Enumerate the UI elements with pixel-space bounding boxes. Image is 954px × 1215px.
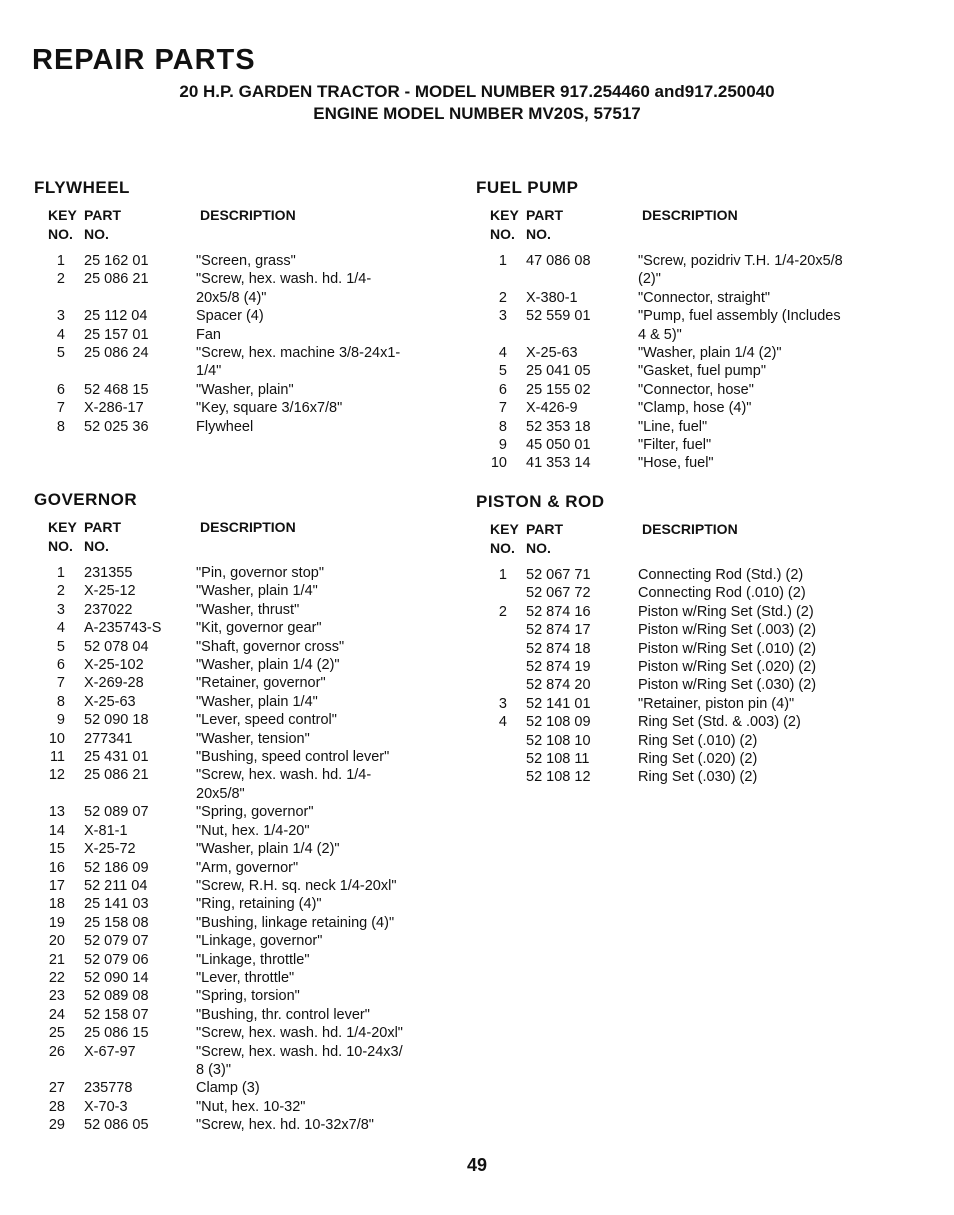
key-no: 27 <box>48 1080 65 1097</box>
table-row <box>34 730 440 748</box>
key-no: 6 <box>498 381 507 398</box>
key-no: 3 <box>498 308 507 325</box>
table-row <box>34 601 440 619</box>
key-no: 21 <box>48 951 65 968</box>
description: Piston w/Ring Set (.010) (2) <box>638 640 817 657</box>
description: "Kit, governor gear" <box>196 620 322 637</box>
part-no: 47 086 08 <box>526 253 591 269</box>
description: "Screen, grass" <box>196 253 296 269</box>
key-no: 5 <box>56 345 65 362</box>
key-no: 1 <box>56 565 65 581</box>
part-no: X-25-72 <box>84 841 136 858</box>
description: "Screw, hex. hd. 10-32x7/8" <box>196 1117 374 1134</box>
key-no: 6 <box>56 381 65 398</box>
table-row <box>476 362 882 380</box>
part-no: 52 025 36 <box>84 418 149 435</box>
key-no: 15 <box>48 841 65 858</box>
description: Ring Set (.030) (2) <box>638 769 758 786</box>
table-row <box>34 674 440 692</box>
part-no: X-25-12 <box>84 583 136 600</box>
description: "Bushing, thr. control lever" <box>196 1006 370 1023</box>
section-title: PISTON & ROD <box>476 492 605 511</box>
description: "Arm, governor" <box>196 859 299 876</box>
description: "Washer, plain" <box>196 381 294 398</box>
key-no: 12 <box>48 767 65 784</box>
key-no: 2 <box>56 583 65 600</box>
engine-subtitle: ENGINE MODEL NUMBER MV20S, 57517 <box>313 104 641 123</box>
table-row <box>476 252 882 289</box>
table-row <box>34 748 440 766</box>
part-no: X-426-9 <box>526 400 578 417</box>
table-row <box>476 750 882 768</box>
part-no: 25 086 24 <box>84 345 149 362</box>
description: "Washer, plain 1/4" <box>196 583 318 600</box>
table-row <box>476 676 882 694</box>
table-row <box>476 454 882 472</box>
table-row <box>34 803 440 821</box>
part-no: 52 211 04 <box>84 877 148 894</box>
part-no: 52 090 14 <box>84 969 149 986</box>
key-no-header: KEY NO. <box>490 521 519 556</box>
key-no: 1 <box>498 253 507 269</box>
key-no: 8 <box>56 418 65 435</box>
part-no: 52 874 19 <box>526 659 591 676</box>
part-no: X-67-97 <box>84 1043 136 1060</box>
key-no <box>476 750 526 768</box>
column-header <box>34 518 440 556</box>
description: "Screw, hex. wash. hd. 1/4- 20x5/8 (4)" <box>196 271 372 306</box>
description-header: DESCRIPTION <box>642 521 738 537</box>
description: "Retainer, governor" <box>196 675 326 692</box>
description: Piston w/Ring Set (.003) (2) <box>638 622 817 639</box>
key-no: 25 <box>48 1025 65 1042</box>
description: "Screw, pozidriv T.H. 1/4-20x5/8 (2)" <box>638 253 843 288</box>
table-row <box>34 638 440 656</box>
description: "Pump, fuel assembly (Includes 4 & 5)" <box>638 308 841 343</box>
table-row <box>34 914 440 932</box>
parts-list <box>476 252 882 473</box>
table-row <box>34 399 440 417</box>
description: "Washer, plain 1/4 (2)" <box>196 841 340 858</box>
description: Piston w/Ring Set (Std.) (2) <box>638 603 814 620</box>
key-no: 19 <box>48 914 65 931</box>
table-row <box>476 307 882 344</box>
column-header <box>476 206 882 244</box>
key-no: 24 <box>48 1006 65 1023</box>
key-no: 3 <box>498 695 507 712</box>
table-row <box>476 603 882 621</box>
part-no: 52 874 16 <box>526 603 591 620</box>
key-no: 9 <box>498 437 507 454</box>
description: "Washer, tension" <box>196 730 310 747</box>
part-no: 52 067 72 <box>526 585 591 602</box>
table-row <box>34 307 440 325</box>
key-no: 7 <box>56 675 65 692</box>
key-no: 7 <box>498 400 507 417</box>
part-no: 25 041 05 <box>526 363 591 380</box>
part-no: 25 162 01 <box>84 253 149 269</box>
table-row <box>34 895 440 913</box>
table-row <box>476 658 882 676</box>
key-no: 7 <box>56 400 65 417</box>
table-row <box>476 566 882 584</box>
section-title: FUEL PUMP <box>476 178 579 197</box>
key-no: 3 <box>56 308 65 325</box>
key-no: 10 <box>48 730 65 747</box>
description: "Linkage, governor" <box>196 933 323 950</box>
part-no: X-25-63 <box>526 345 578 362</box>
description: Ring Set (.010) (2) <box>638 732 758 749</box>
description: "Screw, R.H. sq. neck 1/4-20xl" <box>196 877 397 894</box>
key-no: 4 <box>498 714 507 731</box>
section-title: GOVERNOR <box>34 490 138 509</box>
model-subtitle: 20 H.P. GARDEN TRACTOR - MODEL NUMBER 917.254460 and917.250040 <box>179 82 775 101</box>
table-row <box>476 640 882 658</box>
description: "Bushing, speed control lever" <box>196 749 390 766</box>
part-no: 45 050 01 <box>526 437 591 454</box>
governor-section <box>34 490 440 1135</box>
key-no: 2 <box>56 271 65 288</box>
key-no: 5 <box>56 638 65 655</box>
part-no: 52 874 18 <box>526 640 591 657</box>
description: "Hose, fuel" <box>638 455 714 472</box>
description: "Screw, hex. wash. hd. 10-24x3/ 8 (3)" <box>196 1043 403 1078</box>
part-no: 25 086 21 <box>84 271 149 288</box>
description: "Washer, plain 1/4 (2)" <box>196 657 340 674</box>
part-no: 52 090 18 <box>84 712 149 729</box>
part-no: X-70-3 <box>84 1098 128 1115</box>
key-no: 20 <box>48 933 65 950</box>
description: "Connector, hose" <box>638 381 754 398</box>
part-no: 25 086 15 <box>84 1025 149 1042</box>
part-no: 52 874 20 <box>526 677 591 694</box>
table-row <box>34 840 440 858</box>
description: Connecting Rod (Std.) (2) <box>638 567 804 583</box>
table-row <box>476 344 882 362</box>
part-no: 52 186 09 <box>84 859 149 876</box>
key-no: 13 <box>48 804 65 821</box>
table-row <box>34 951 440 969</box>
description: "Bushing, linkage retaining (4)" <box>196 914 395 931</box>
parts-list <box>34 252 440 436</box>
key-no: 17 <box>48 877 65 894</box>
description: Clamp (3) <box>196 1080 260 1097</box>
key-no <box>476 768 526 786</box>
table-row <box>34 1024 440 1042</box>
part-no: 52 089 07 <box>84 804 149 821</box>
key-no: 6 <box>56 657 65 674</box>
table-row <box>34 326 440 344</box>
key-no <box>476 584 526 602</box>
key-no: 18 <box>48 896 65 913</box>
key-no: 29 <box>48 1117 65 1134</box>
part-no: 25 141 03 <box>84 896 149 913</box>
description-header: DESCRIPTION <box>642 207 738 223</box>
part-no: 52 158 07 <box>84 1006 149 1023</box>
table-row <box>34 656 440 674</box>
table-row <box>476 418 882 436</box>
description: "Spring, torsion" <box>196 988 300 1005</box>
description: "Key, square 3/16x7/8" <box>196 400 343 417</box>
table-row <box>34 1006 440 1024</box>
part-no: 52 874 17 <box>526 622 591 639</box>
part-no: 52 089 08 <box>84 988 149 1005</box>
key-no: 10 <box>490 455 507 472</box>
part-no-header: PART NO. <box>84 207 122 242</box>
description: "Ring, retaining (4)" <box>196 896 322 913</box>
description: "Screw, hex. wash. hd. 1/4-20xl" <box>196 1025 403 1042</box>
table-row <box>34 344 440 381</box>
table-row <box>34 418 440 436</box>
part-no: 237022 <box>84 601 133 618</box>
part-no: 235778 <box>84 1080 133 1097</box>
key-no: 3 <box>56 601 65 618</box>
description: "Nut, hex. 1/4-20" <box>196 822 310 839</box>
part-no: A-235743-S <box>84 620 162 637</box>
description: "Retainer, piston pin (4)" <box>638 695 795 712</box>
description: "Clamp, hose (4)" <box>638 400 752 417</box>
table-row <box>34 859 440 877</box>
table-row <box>34 1043 440 1080</box>
description: "Line, fuel" <box>638 418 708 435</box>
key-no: 11 <box>49 749 65 766</box>
key-no <box>476 732 526 750</box>
part-no: 52 468 15 <box>84 381 149 398</box>
table-row <box>34 693 440 711</box>
key-no: 2 <box>498 289 507 306</box>
description-header: DESCRIPTION <box>200 207 296 223</box>
description: "Shaft, governor cross" <box>196 638 345 655</box>
part-no: X-286-17 <box>84 400 144 417</box>
flywheel-section <box>34 178 440 436</box>
part-no: 52 108 11 <box>526 751 590 768</box>
part-no: 52 086 05 <box>84 1117 149 1134</box>
description: Ring Set (Std. & .003) (2) <box>638 714 801 731</box>
part-no: 52 108 12 <box>526 769 591 786</box>
key-no: 23 <box>48 988 65 1005</box>
description: "Filter, fuel" <box>638 437 712 454</box>
key-no <box>476 676 526 694</box>
part-no: 52 079 07 <box>84 933 149 950</box>
table-row <box>34 766 440 803</box>
description: "Lever, throttle" <box>196 969 295 986</box>
description: "Washer, plain 1/4" <box>196 693 318 710</box>
key-no: 14 <box>48 822 65 839</box>
table-row <box>34 822 440 840</box>
part-no: 25 431 01 <box>84 749 149 766</box>
key-no: 4 <box>498 345 507 362</box>
description: "Spring, governor" <box>196 804 314 821</box>
part-no: X-81-1 <box>84 822 128 839</box>
part-no: 25 086 21 <box>84 767 149 784</box>
description: Piston w/Ring Set (.020) (2) <box>638 659 817 676</box>
key-no: 4 <box>56 326 65 343</box>
key-no: 22 <box>48 969 65 986</box>
part-no: 25 112 04 <box>84 308 148 325</box>
part-no: 52 078 04 <box>84 638 149 655</box>
table-row <box>34 252 440 270</box>
part-no: 52 067 71 <box>526 567 591 583</box>
key-no: 8 <box>56 693 65 710</box>
piston-rod-section <box>476 492 882 787</box>
description: Spacer (4) <box>196 308 264 325</box>
description: "Linkage, throttle" <box>196 951 310 968</box>
table-row <box>34 564 440 582</box>
part-no: 52 108 10 <box>526 732 591 749</box>
parts-list <box>34 564 440 1135</box>
description: "Connector, straight" <box>638 289 771 306</box>
part-no: X-25-102 <box>84 657 144 674</box>
part-no: X-269-28 <box>84 675 144 692</box>
part-no-header: PART NO. <box>526 207 564 242</box>
key-no: 9 <box>56 712 65 729</box>
column-header <box>34 206 440 244</box>
description: "Screw, hex. machine 3/8-24x1- 1/4" <box>196 345 401 380</box>
key-no: 16 <box>48 859 65 876</box>
table-row <box>34 619 440 637</box>
description: "Washer, plain 1/4 (2)" <box>638 345 782 362</box>
page-title: REPAIR PARTS <box>32 44 256 76</box>
key-no <box>476 621 526 639</box>
part-no: 52 353 18 <box>526 418 591 435</box>
part-no: 231355 <box>84 565 133 581</box>
description: "Screw, hex. wash. hd. 1/4- 20x5/8" <box>196 767 372 802</box>
key-no-header: KEY NO. <box>490 207 519 242</box>
description: Flywheel <box>196 418 254 435</box>
table-row <box>476 713 882 731</box>
key-no: 5 <box>498 363 507 380</box>
part-no: 25 155 02 <box>526 381 591 398</box>
fuel-pump-section <box>476 178 882 473</box>
table-row <box>34 1079 440 1097</box>
description: Ring Set (.020) (2) <box>638 751 758 768</box>
description: Piston w/Ring Set (.030) (2) <box>638 677 817 694</box>
key-no: 28 <box>48 1098 65 1115</box>
description: Fan <box>196 326 221 343</box>
description: "Washer, thrust" <box>196 601 300 618</box>
table-row <box>476 436 882 454</box>
description-header: DESCRIPTION <box>200 519 296 535</box>
table-row <box>476 732 882 750</box>
table-row <box>476 695 882 713</box>
key-no: 4 <box>56 620 65 637</box>
key-no: 8 <box>498 418 507 435</box>
key-no <box>476 658 526 676</box>
part-no: 277341 <box>84 730 133 747</box>
key-no-header: KEY NO. <box>48 519 77 554</box>
part-no: 25 158 08 <box>84 914 149 931</box>
key-no: 26 <box>48 1043 65 1060</box>
table-row <box>34 987 440 1005</box>
table-row <box>476 584 882 602</box>
part-no: X-380-1 <box>526 289 578 306</box>
description: "Gasket, fuel pump" <box>638 363 766 380</box>
key-no: 2 <box>498 603 507 620</box>
part-no-header: PART NO. <box>526 521 564 556</box>
table-row <box>476 399 882 417</box>
part-no: 52 559 01 <box>526 308 591 325</box>
description: "Lever, speed control" <box>196 712 337 729</box>
part-no-header: PART NO. <box>84 519 122 554</box>
table-row <box>34 969 440 987</box>
part-no: 41 353 14 <box>526 455 591 472</box>
part-no: X-25-63 <box>84 693 136 710</box>
key-no <box>476 640 526 658</box>
description: "Pin, governor stop" <box>196 565 324 581</box>
table-row <box>476 289 882 307</box>
description: Connecting Rod (.010) (2) <box>638 585 806 602</box>
table-row <box>34 582 440 600</box>
table-row <box>476 381 882 399</box>
part-no: 25 157 01 <box>84 326 149 343</box>
key-no: 1 <box>498 567 507 583</box>
table-row <box>476 768 882 786</box>
table-row <box>34 381 440 399</box>
key-no: 1 <box>56 253 65 269</box>
part-no: 52 108 09 <box>526 714 591 731</box>
table-row <box>476 621 882 639</box>
parts-list <box>476 566 882 787</box>
section-title: FLYWHEEL <box>34 178 130 197</box>
key-no-header: KEY NO. <box>48 207 77 242</box>
part-no: 52 079 06 <box>84 951 149 968</box>
page-number: 49 <box>466 1155 488 1175</box>
table-row <box>34 932 440 950</box>
table-row <box>34 1098 440 1116</box>
table-row <box>34 877 440 895</box>
table-row <box>34 1116 440 1134</box>
table-row <box>34 711 440 729</box>
table-row <box>34 270 440 307</box>
part-no: 52 141 01 <box>526 695 591 712</box>
description: "Nut, hex. 10-32" <box>196 1098 306 1115</box>
column-header <box>476 520 882 558</box>
